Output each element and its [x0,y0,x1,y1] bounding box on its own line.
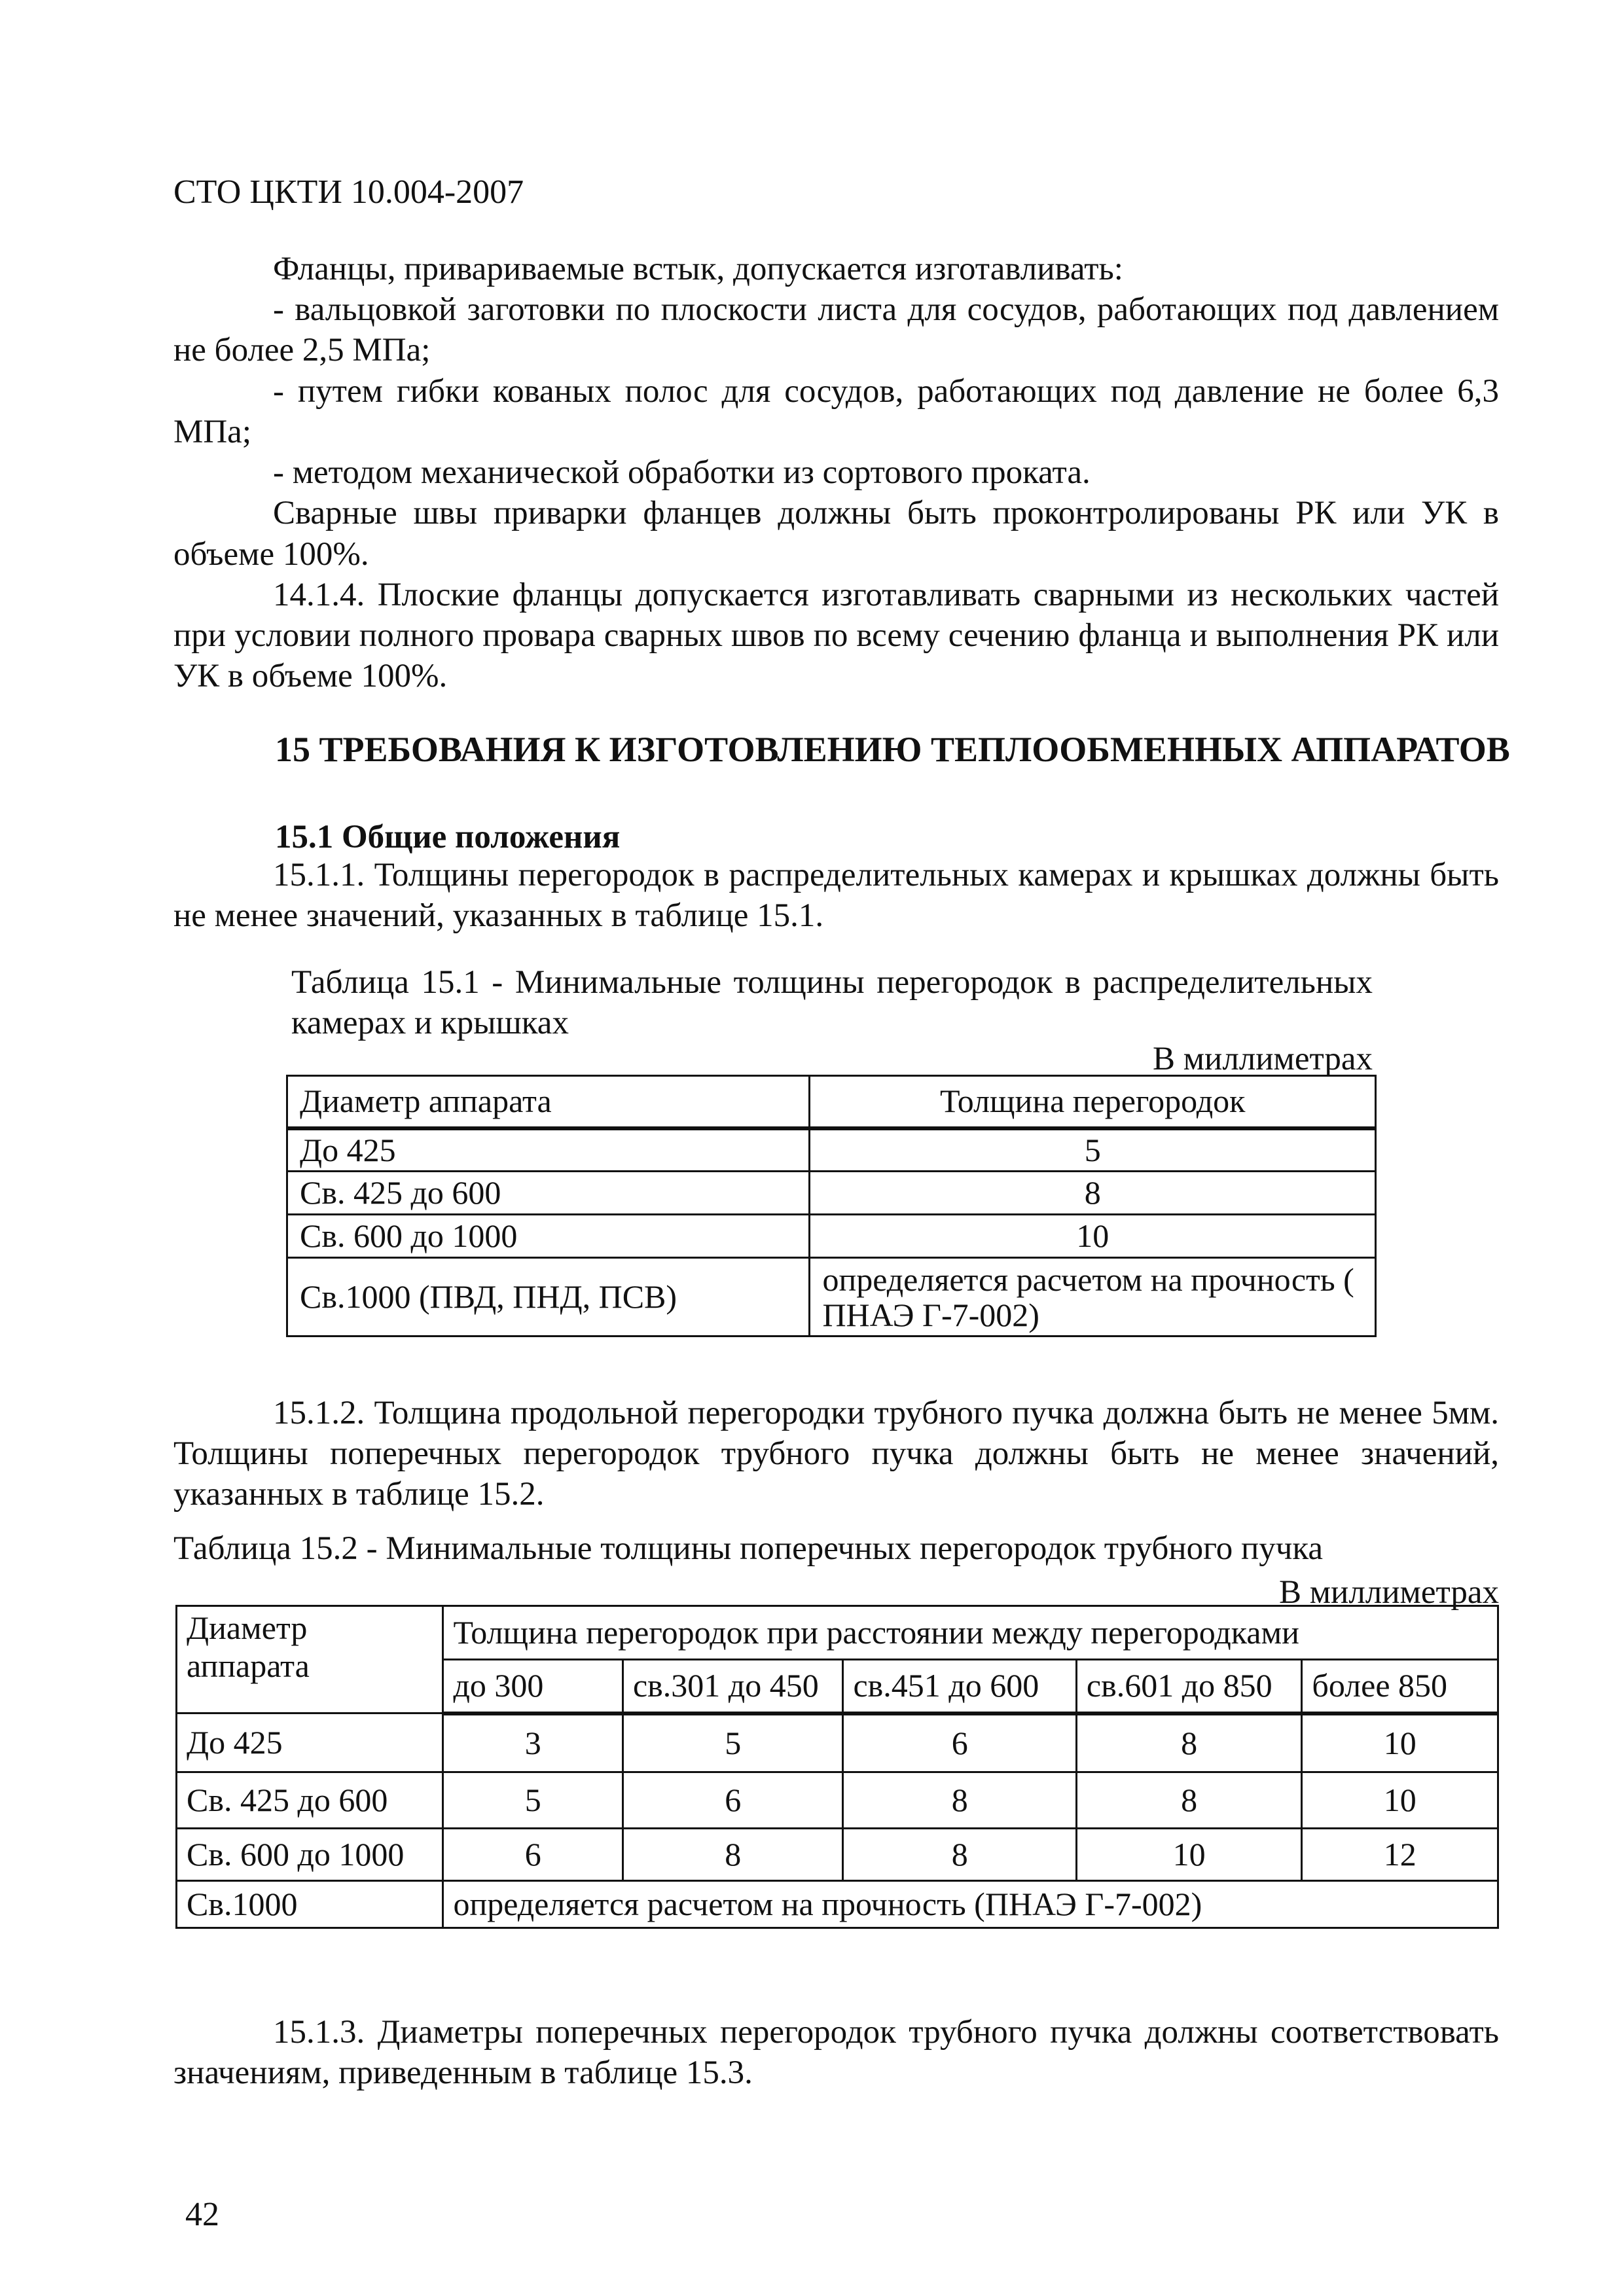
cell: определяется расчетом на прочность ( ПНАЭ Г-7-002) [810,1258,1376,1336]
cell: Св. 600 до 1000 [287,1215,810,1258]
table-row [177,1772,1498,1829]
cell: До 425 [287,1128,810,1172]
table-15-1 [286,1075,1377,1337]
cell: 8 [1076,1713,1301,1772]
subsection-heading: 15.1 Общие положения [275,819,621,855]
paragraph: 15.1.3. Диаметры поперечных перегородок трубного пучка должны соответствовать значениям, приведенным в таблице 15.3. [173,2014,1499,2092]
cell: 6 [443,1829,623,1881]
table-row [177,1829,1498,1881]
cell: 12 [1302,1829,1498,1881]
paragraph: 15.1.2. Толщина продольной перегородки трубного пучка должна быть не менее 5мм. Толщины поперечных перегородок трубного пучка должны быть не менее значений, указанных в таблице 15.2. [173,1395,1499,1513]
table-row [287,1128,1376,1172]
cell: 8 [843,1829,1076,1881]
cell: Св. 600 до 1000 [177,1829,443,1881]
page-number: 42 [185,2196,219,2233]
table1-caption: Таблица 15.1 - Минимальные толщины перегородок в распределительных камерах и крышках [291,964,1373,1042]
cell: 8 [623,1829,843,1881]
cell: 6 [623,1772,843,1829]
table-header-row [177,1606,1498,1660]
cell: 10 [810,1215,1376,1258]
paragraph: Сварные швы приварки фланцев должны быть проконтролированы РК или УК в объеме 100%. [173,495,1499,573]
header-cell: Диаметр аппарата [287,1076,810,1128]
paragraph: - вальцовкой заготовки по плоскости листа для сосудов, работающих под давлением не более 2,5 МПа; [173,291,1499,369]
table-row [177,1881,1498,1928]
table-row [287,1258,1376,1336]
table2-unit: В миллиметрах [1279,1574,1499,1611]
cell: 5 [623,1713,843,1772]
cell: Св.1000 [177,1881,443,1928]
paragraph: - методом механической обработки из сортового проката. [273,454,1091,492]
paragraph: 15.1.1. Толщины перегородок в распределительных камерах и крышках должны быть не менее значений, указанных в таблице 15.1. [173,857,1499,935]
cell: Св. 425 до 600 [287,1172,810,1215]
cell: Св.1000 (ПВД, ПНД, ПСВ) [287,1258,810,1336]
paragraph: - путем гибки кованых полос для сосудов, работающих под давление не более 6,3 МПа; [173,372,1499,450]
table-row [287,1172,1376,1215]
table-row [287,1215,1376,1258]
cell: 10 [1076,1829,1301,1881]
cell: Св. 425 до 600 [177,1772,443,1829]
cell: До 425 [177,1713,443,1772]
paragraph-15-1-3 [173,2012,1499,2093]
cell: 8 [810,1172,1376,1215]
paragraph: 14.1.4. Плоские фланцы допускается изготавливать сварными из нескольких частей при условии полного провара сварных швов по всему сечению фланца и выполнения РК или УК в объеме 100%. [173,576,1499,695]
cell: 5 [443,1772,623,1829]
cell: определяется расчетом на прочность (ПНАЭ Г-7-002) [443,1881,1498,1928]
paragraph-15-1-1 [173,855,1499,936]
header-cell: Диаметр аппарата [177,1606,443,1713]
paragraph-15-1-2 [173,1393,1499,1515]
table2-caption: Таблица 15.2 - Минимальные толщины поперечных перегородок трубного пучка [173,1530,1324,1567]
document-header: СТО ЦКТИ 10.004-2007 [173,173,524,211]
cell: 6 [843,1713,1076,1772]
table-15-2 [175,1605,1499,1929]
cell: 5 [810,1128,1376,1172]
cell: 3 [443,1713,623,1772]
paragraph: Фланцы, привариваемые встык, допускается изготавливать: [273,251,1123,287]
table-row [177,1713,1498,1772]
header-cell: Толщина перегородок при расстоянии между перегородками [443,1606,1498,1660]
cell: 8 [843,1772,1076,1829]
cell: 10 [1302,1713,1498,1772]
header-cell: св.601 до 850 [1076,1660,1301,1713]
section-heading: 15 ТРЕБОВАНИЯ К ИЗГОТОВЛЕНИЮ ТЕПЛООБМЕННЫХ АППАРАТОВ [275,730,1510,769]
cell: 10 [1302,1772,1498,1829]
header-cell: до 300 [443,1660,623,1713]
flanges-text-block [173,249,1499,696]
table1-unit: В миллиметрах [1153,1041,1373,1077]
table-header-row [287,1076,1376,1128]
header-cell: Толщина перегородок [810,1076,1376,1128]
header-cell: св.301 до 450 [623,1660,843,1713]
header-cell: св.451 до 600 [843,1660,1076,1713]
cell: 8 [1076,1772,1301,1829]
header-cell: более 850 [1302,1660,1498,1713]
